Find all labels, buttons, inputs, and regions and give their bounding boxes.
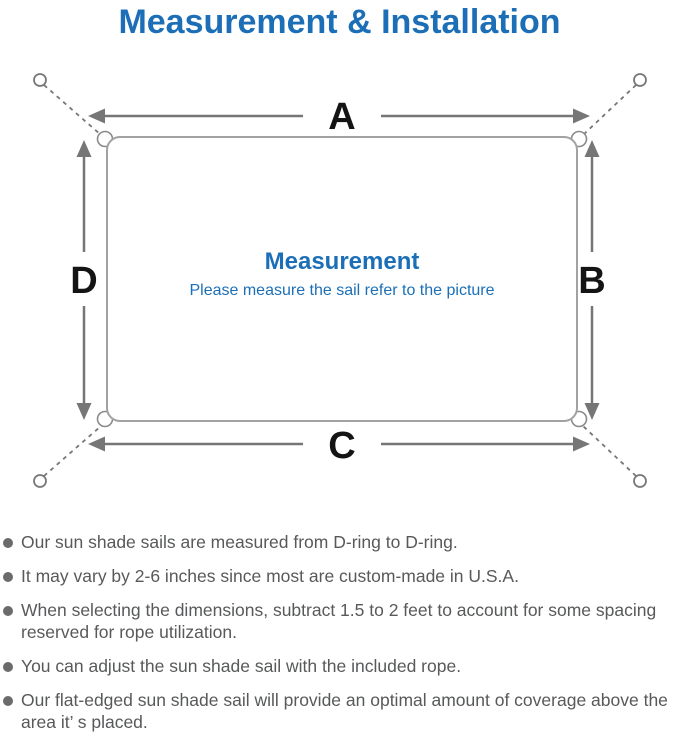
measurement-diagram	[0, 55, 679, 515]
bullet-icon	[3, 606, 13, 616]
note-text: It may vary by 2-6 inches since most are custom-made in U.S.A.	[21, 566, 519, 586]
diagram-heading: Measurement	[264, 248, 420, 275]
note-text: Our sun shade sails are measured from D-ring to D-ring.	[21, 532, 458, 552]
rope-dashed-top-left	[44, 85, 101, 135]
dim-label-a: A	[328, 96, 356, 138]
note-text: You can adjust the sun shade sail with the included rope.	[21, 656, 462, 676]
note-text: When selecting the dimensions, subtract 1.5 to 2 feet to account for some spacing reserved for rope utilization.	[21, 600, 657, 642]
anchor-ring-bottom-left-icon	[34, 475, 46, 487]
note-item	[3, 655, 673, 677]
dim-label-d: D	[70, 260, 98, 302]
bullet-icon	[3, 662, 13, 672]
sail-outline	[107, 137, 577, 421]
diagram-subheading: Please measure the sail refer to the picture	[189, 282, 495, 299]
dim-label-c: C	[328, 425, 356, 467]
notes-list	[0, 531, 679, 733]
note-item	[3, 689, 673, 733]
rope-dashed-bottom-left	[44, 426, 101, 476]
anchor-ring-bottom-right-icon	[634, 475, 646, 487]
bullet-icon	[3, 696, 13, 706]
bullet-icon	[3, 572, 13, 582]
note-item	[3, 565, 673, 587]
page-title: Measurement & Installation	[118, 3, 561, 41]
bullet-icon	[3, 538, 13, 548]
note-item	[3, 531, 673, 553]
anchor-ring-top-right-icon	[634, 74, 646, 86]
anchor-ring-top-left-icon	[34, 74, 46, 86]
rope-dashed-bottom-right	[583, 426, 636, 476]
note-text: Our flat-edged sun shade sail will provide an optimal amount of coverage above the area it’ s placed.	[21, 690, 668, 732]
rope-dashed-top-right	[583, 85, 636, 135]
note-item	[3, 599, 673, 643]
dim-label-b: B	[578, 260, 606, 302]
